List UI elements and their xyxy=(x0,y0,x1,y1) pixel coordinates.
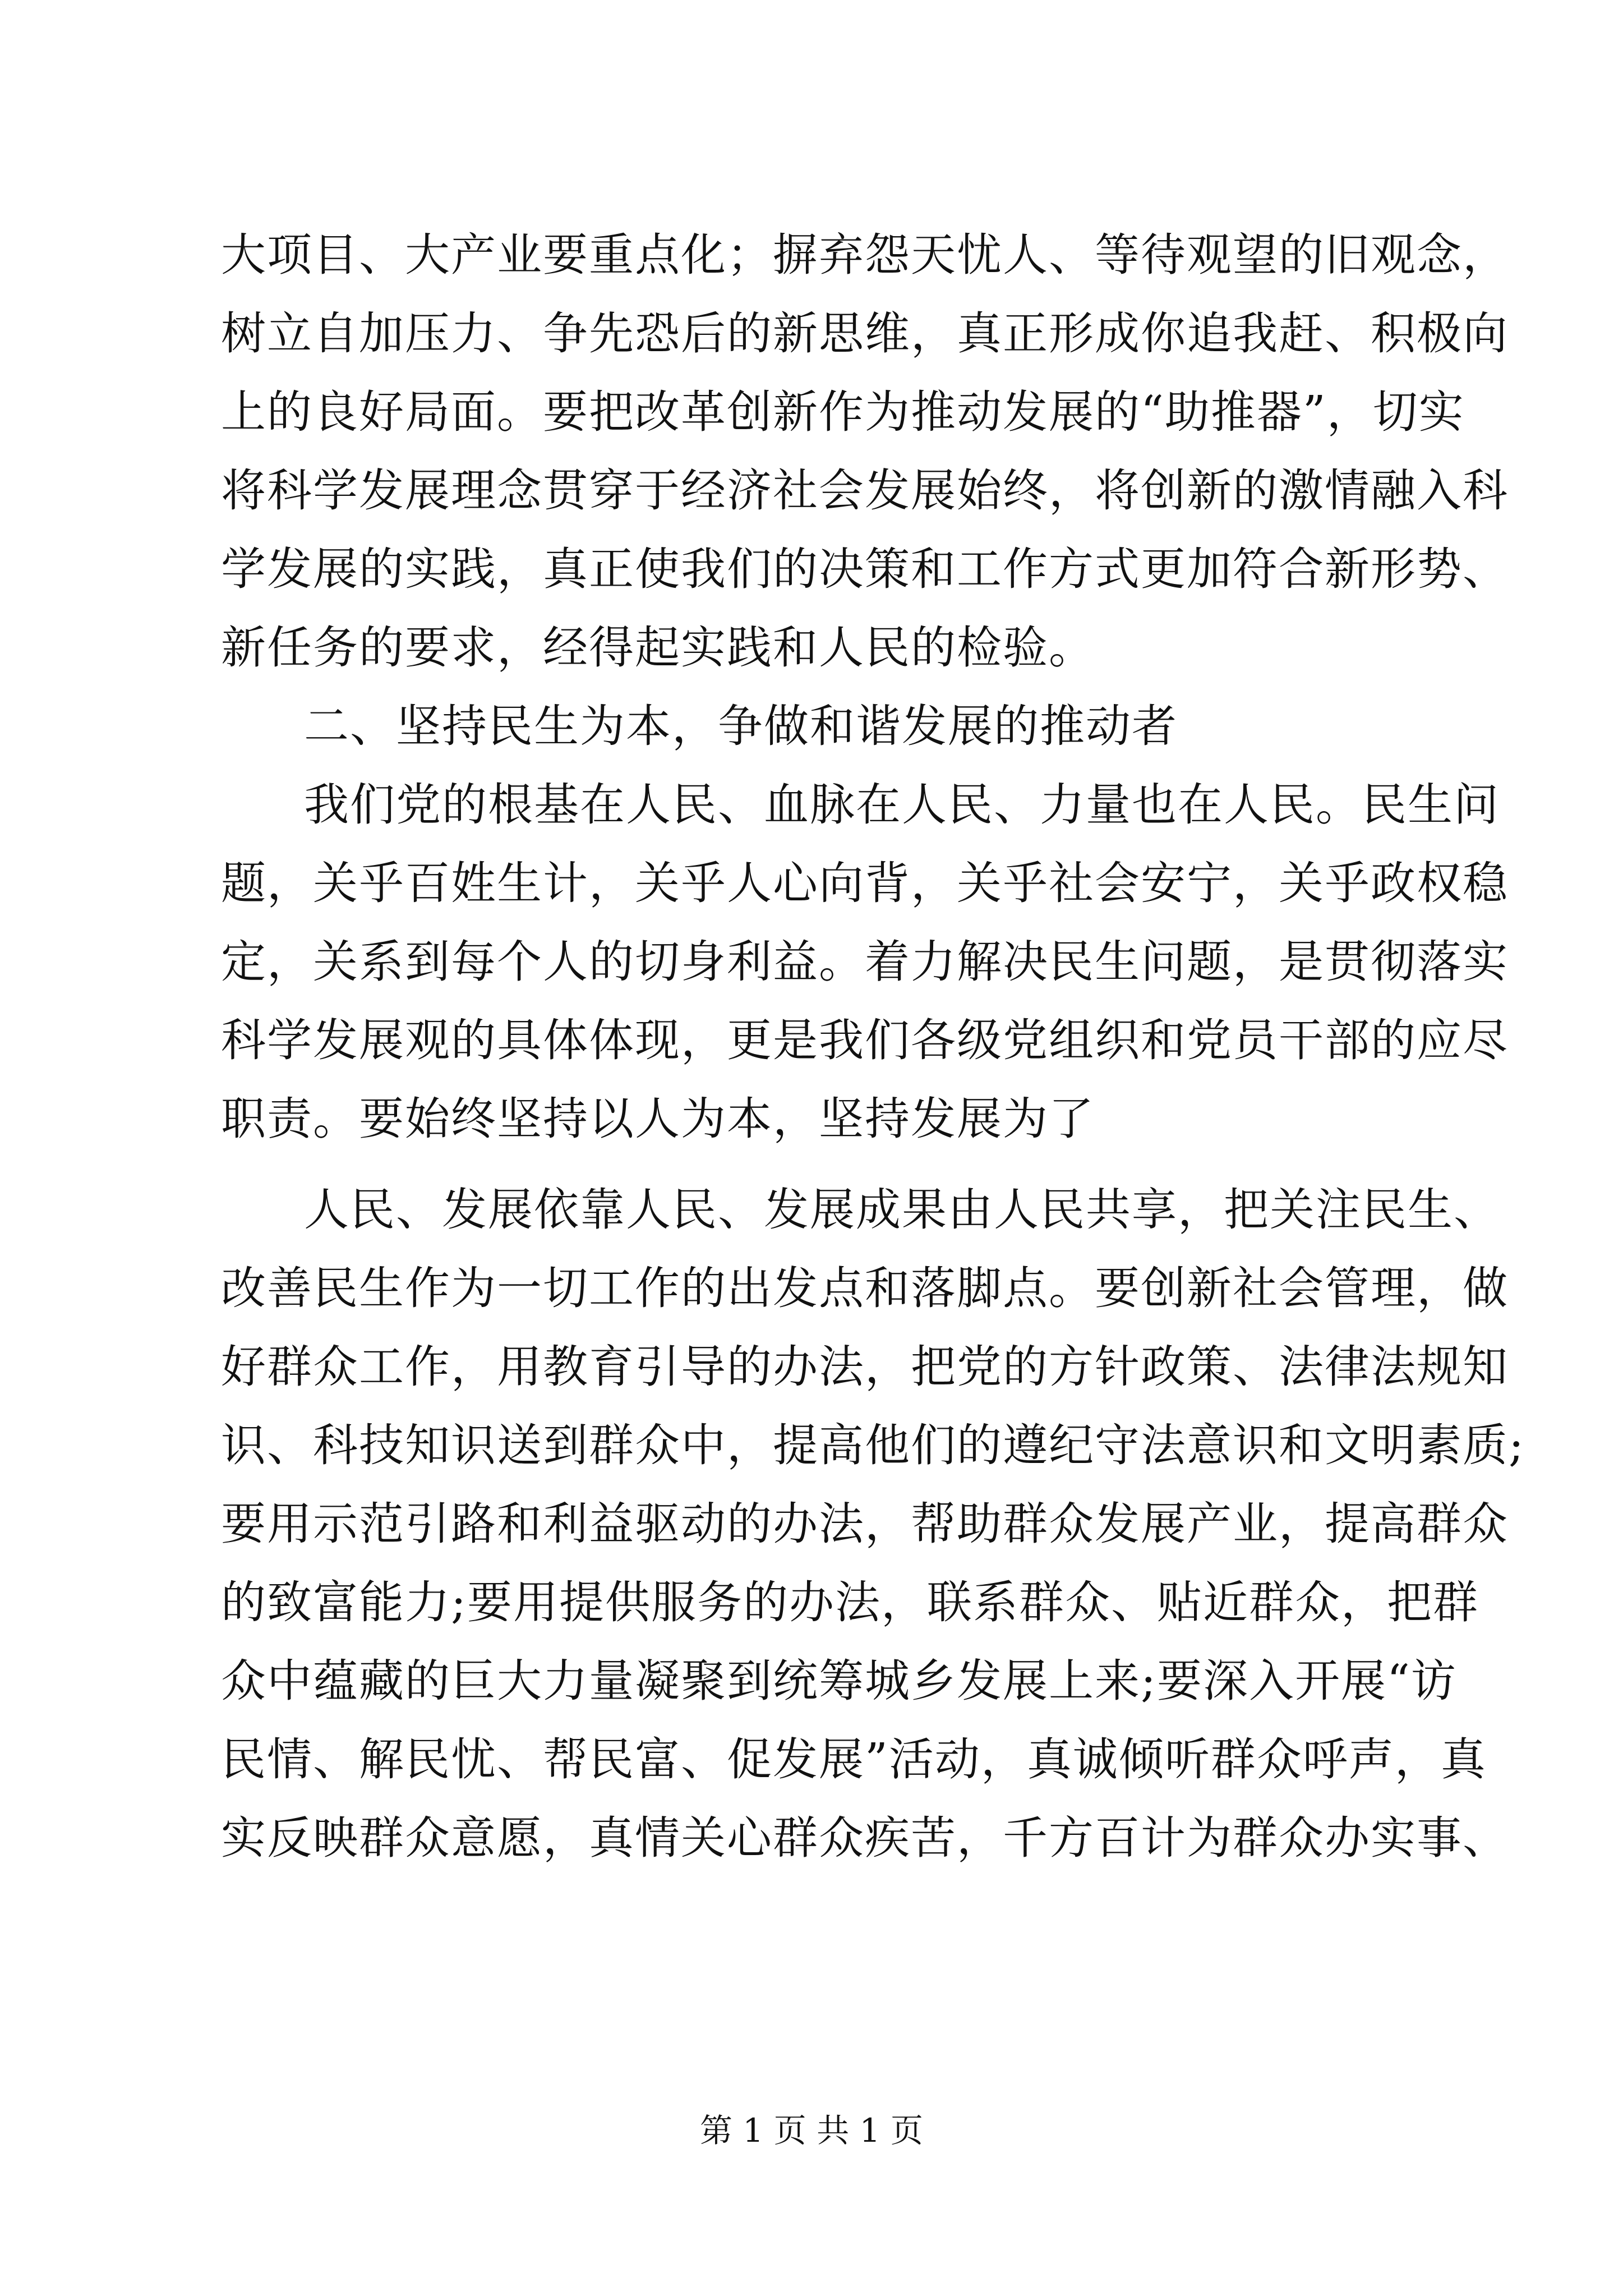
text-line: 大项目、大产业要重点化；摒弃怨天忧人、等待观望的旧观念， xyxy=(221,229,1509,281)
text-line: 树立自加压力、争先恐后的新思维，真正形成你追我赶、积极向 xyxy=(221,307,1509,360)
text-line: 识、科技知识送到群众中，提高他们的遵纪守法意识和文明素质; xyxy=(221,1419,1525,1471)
text-line: 科学发展观的具体体现，更是我们各级党组织和党员干部的应尽 xyxy=(221,1014,1509,1066)
text-line: 实反映群众意愿，真情关心群众疾苦，千方百计为群众办实事、 xyxy=(221,1812,1509,1864)
text-line: 要用示范引路和利益驱动的办法，帮助群众发展产业，提高群众 xyxy=(221,1498,1509,1550)
text-line: 我们党的根基在人民、血脉在人民、力量也在人民。民生问 xyxy=(304,779,1500,831)
text-line: 新任务的要求，经得起实践和人民的检验。 xyxy=(221,622,1095,674)
text-line: 改善民生作为一切工作的出发点和落脚点。要创新社会管理，做 xyxy=(221,1262,1509,1314)
text-line: 众中蕴藏的巨大力量凝聚到统筹城乡发展上来;要深入开展“访 xyxy=(221,1655,1457,1707)
text-line: 定，关系到每个人的切身利益。着力解决民生问题，是贯彻落实 xyxy=(221,936,1509,988)
text-line: 民情、解民忧、帮民富、促发展”活动，真诚倾听群众呼声，真 xyxy=(221,1733,1487,1786)
section-heading: 二、坚持民生为本，争做和谐发展的推动者 xyxy=(304,700,1178,752)
page-number-footer: 第 1 页 共 1 页 xyxy=(700,2111,923,2150)
text-line: 将科学发展理念贯穿于经济社会发展始终，将创新的激情融入科 xyxy=(221,464,1509,517)
text-line: 人民、发展依靠人民、发展成果由人民共享，把关注民生、 xyxy=(304,1184,1500,1236)
document-body xyxy=(221,216,1525,1878)
text-line: 好群众工作，用教育引导的办法，把党的方针政策、法律法规知 xyxy=(221,1341,1509,1393)
text-line: 学发展的实践，真正使我们的决策和工作方式更加符合新形势、 xyxy=(221,543,1509,595)
text-line: 上的良好局面。要把改革创新作为推动发展的“助推器”，切实 xyxy=(221,386,1465,438)
text-line: 题，关乎百姓生计，关乎人心向背，关乎社会安宁，关乎政权稳 xyxy=(221,857,1509,909)
text-line: 的致富能力;要用提供服务的办法，联系群众、贴近群众，把群 xyxy=(221,1576,1479,1628)
text-line: 职责。要始终坚持以人为本，坚持发展为了 xyxy=(221,1093,1095,1145)
